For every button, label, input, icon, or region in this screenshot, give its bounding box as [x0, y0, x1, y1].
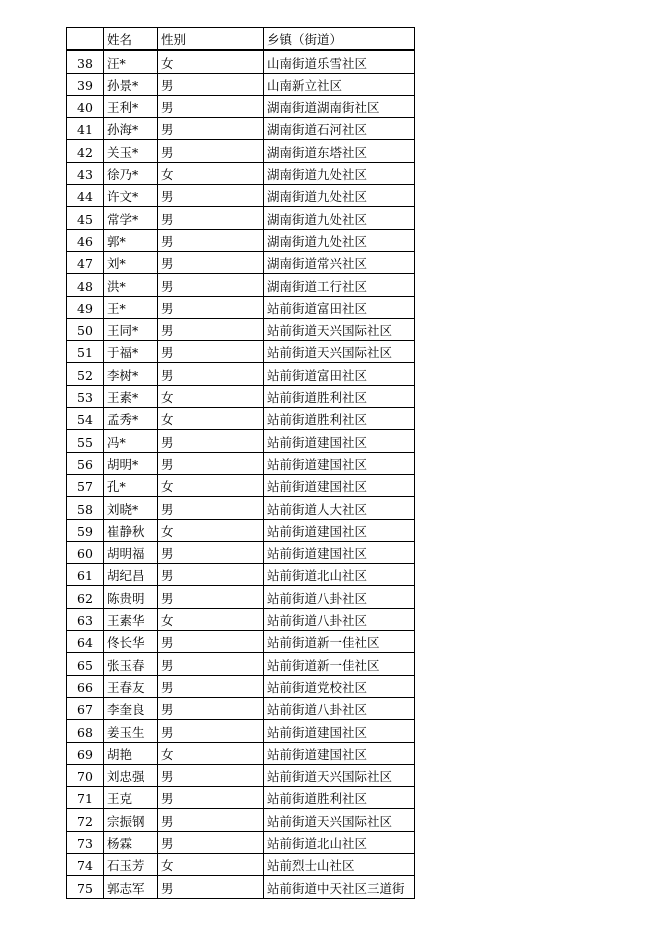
- cell-name: 张玉春: [104, 653, 158, 675]
- cell-number: 49: [67, 296, 104, 318]
- header-number: [67, 28, 104, 51]
- cell-sex: 女: [158, 162, 264, 184]
- cell-sex: 男: [158, 586, 264, 608]
- header-name: 姓名: [104, 28, 158, 51]
- table-row: [67, 497, 415, 519]
- cell-sex: 男: [158, 497, 264, 519]
- cell-name: 刘忠强: [104, 764, 158, 786]
- table-row: [67, 274, 415, 296]
- cell-town: 站前街道天兴国际社区: [264, 341, 415, 363]
- cell-name: 王同*: [104, 318, 158, 340]
- table-row: [67, 385, 415, 407]
- cell-name: 孙海*: [104, 118, 158, 140]
- cell-number: 53: [67, 385, 104, 407]
- cell-town: 湖南街道九处社区: [264, 207, 415, 229]
- cell-number: 63: [67, 608, 104, 630]
- cell-town: 湖南街道常兴社区: [264, 251, 415, 273]
- cell-number: 52: [67, 363, 104, 385]
- cell-number: 75: [67, 876, 104, 898]
- cell-town: 站前街道北山社区: [264, 564, 415, 586]
- cell-name: 李树*: [104, 363, 158, 385]
- cell-sex: 男: [158, 541, 264, 563]
- cell-number: 47: [67, 251, 104, 273]
- cell-town: 站前街道人大社区: [264, 497, 415, 519]
- cell-town: 站前街道天兴国际社区: [264, 809, 415, 831]
- table-row: [67, 564, 415, 586]
- cell-sex: 女: [158, 519, 264, 541]
- table-row: [67, 140, 415, 162]
- cell-sex: 男: [158, 185, 264, 207]
- table-row: [67, 720, 415, 742]
- cell-name: 郭*: [104, 229, 158, 251]
- cell-number: 73: [67, 831, 104, 853]
- cell-sex: 男: [158, 876, 264, 898]
- table-row: [67, 831, 415, 853]
- cell-town: 站前街道胜利社区: [264, 385, 415, 407]
- table-row: [67, 452, 415, 474]
- cell-number: 48: [67, 274, 104, 296]
- cell-sex: 男: [158, 118, 264, 140]
- table-row: [67, 474, 415, 496]
- table-row: [67, 787, 415, 809]
- cell-number: 72: [67, 809, 104, 831]
- cell-number: 69: [67, 742, 104, 764]
- table-row: [67, 296, 415, 318]
- table-row: [67, 653, 415, 675]
- cell-name: 许文*: [104, 185, 158, 207]
- cell-town: 湖南街道湖南街社区: [264, 95, 415, 117]
- cell-town: 站前街道天兴国际社区: [264, 318, 415, 340]
- cell-number: 56: [67, 452, 104, 474]
- cell-name: 郭志军: [104, 876, 158, 898]
- table-row: [67, 519, 415, 541]
- cell-name: 于福*: [104, 341, 158, 363]
- cell-town: 站前街道建国社区: [264, 720, 415, 742]
- cell-name: 姜玉生: [104, 720, 158, 742]
- cell-number: 57: [67, 474, 104, 496]
- cell-sex: 男: [158, 787, 264, 809]
- cell-sex: 男: [158, 73, 264, 95]
- cell-town: 湖南街道石河社区: [264, 118, 415, 140]
- cell-number: 67: [67, 697, 104, 719]
- table-row: [67, 118, 415, 140]
- cell-town: 湖南街道工行社区: [264, 274, 415, 296]
- cell-sex: 男: [158, 341, 264, 363]
- cell-name: 王素华: [104, 608, 158, 630]
- roster-table: [66, 27, 415, 899]
- cell-number: 43: [67, 162, 104, 184]
- cell-town: 站前街道八卦社区: [264, 586, 415, 608]
- cell-name: 孔*: [104, 474, 158, 496]
- cell-sex: 男: [158, 251, 264, 273]
- cell-town: 湖南街道九处社区: [264, 162, 415, 184]
- cell-number: 58: [67, 497, 104, 519]
- cell-name: 佟长华: [104, 631, 158, 653]
- cell-name: 王克: [104, 787, 158, 809]
- cell-sex: 男: [158, 430, 264, 452]
- cell-name: 王春友: [104, 675, 158, 697]
- cell-sex: 男: [158, 95, 264, 117]
- cell-name: 冯*: [104, 430, 158, 452]
- cell-name: 胡艳: [104, 742, 158, 764]
- cell-number: 51: [67, 341, 104, 363]
- cell-number: 38: [67, 50, 104, 73]
- cell-number: 44: [67, 185, 104, 207]
- cell-sex: 女: [158, 474, 264, 496]
- cell-sex: 男: [158, 831, 264, 853]
- cell-sex: 男: [158, 697, 264, 719]
- cell-sex: 女: [158, 50, 264, 73]
- table-row: [67, 697, 415, 719]
- cell-sex: 男: [158, 764, 264, 786]
- cell-town: 站前街道新一佳社区: [264, 631, 415, 653]
- cell-name: 徐乃*: [104, 162, 158, 184]
- cell-number: 71: [67, 787, 104, 809]
- cell-sex: 女: [158, 853, 264, 875]
- cell-name: 王素*: [104, 385, 158, 407]
- cell-number: 62: [67, 586, 104, 608]
- cell-sex: 男: [158, 296, 264, 318]
- cell-town: 站前街道天兴国际社区: [264, 764, 415, 786]
- cell-sex: 女: [158, 408, 264, 430]
- cell-name: 刘*: [104, 251, 158, 273]
- table-row: [67, 853, 415, 875]
- cell-number: 61: [67, 564, 104, 586]
- cell-name: 宗振钢: [104, 809, 158, 831]
- cell-sex: 男: [158, 720, 264, 742]
- cell-sex: 男: [158, 318, 264, 340]
- cell-sex: 男: [158, 653, 264, 675]
- cell-town: 山南街道乐雪社区: [264, 50, 415, 73]
- cell-name: 胡纪昌: [104, 564, 158, 586]
- table-row: [67, 251, 415, 273]
- cell-town: 站前街道八卦社区: [264, 608, 415, 630]
- table-row: [67, 809, 415, 831]
- cell-sex: 男: [158, 274, 264, 296]
- table-row: [67, 541, 415, 563]
- cell-town: 站前街道建国社区: [264, 519, 415, 541]
- cell-number: 55: [67, 430, 104, 452]
- cell-town: 站前街道党校社区: [264, 675, 415, 697]
- cell-town: 站前街道新一佳社区: [264, 653, 415, 675]
- cell-town: 站前烈士山社区: [264, 853, 415, 875]
- table-row: [67, 318, 415, 340]
- cell-name: 汪*: [104, 50, 158, 73]
- cell-name: 孙景*: [104, 73, 158, 95]
- table-row: [67, 207, 415, 229]
- cell-number: 39: [67, 73, 104, 95]
- table-body: [67, 50, 415, 898]
- cell-sex: 男: [158, 564, 264, 586]
- cell-name: 刘晓*: [104, 497, 158, 519]
- cell-name: 胡明福: [104, 541, 158, 563]
- table-row: [67, 742, 415, 764]
- cell-town: 站前街道建国社区: [264, 742, 415, 764]
- header-sex: 性别: [158, 28, 264, 51]
- cell-name: 关玉*: [104, 140, 158, 162]
- cell-town: 站前街道八卦社区: [264, 697, 415, 719]
- table-row: [67, 764, 415, 786]
- cell-sex: 男: [158, 229, 264, 251]
- table-row: [67, 50, 415, 73]
- cell-number: 41: [67, 118, 104, 140]
- cell-name: 孟秀*: [104, 408, 158, 430]
- table-row: [67, 631, 415, 653]
- cell-sex: 女: [158, 742, 264, 764]
- cell-sex: 男: [158, 675, 264, 697]
- table-row: [67, 430, 415, 452]
- cell-sex: 男: [158, 207, 264, 229]
- cell-number: 50: [67, 318, 104, 340]
- cell-name: 洪*: [104, 274, 158, 296]
- cell-sex: 男: [158, 140, 264, 162]
- cell-number: 46: [67, 229, 104, 251]
- cell-town: 站前街道富田社区: [264, 296, 415, 318]
- cell-name: 崔静秋: [104, 519, 158, 541]
- cell-name: 石玉芳: [104, 853, 158, 875]
- cell-town: 站前街道胜利社区: [264, 408, 415, 430]
- cell-town: 站前街道建国社区: [264, 541, 415, 563]
- table-row: [67, 341, 415, 363]
- table-row: [67, 162, 415, 184]
- cell-name: 胡明*: [104, 452, 158, 474]
- cell-number: 66: [67, 675, 104, 697]
- cell-name: 李奎良: [104, 697, 158, 719]
- cell-number: 40: [67, 95, 104, 117]
- cell-sex: 男: [158, 809, 264, 831]
- cell-town: 站前街道胜利社区: [264, 787, 415, 809]
- header-town: 乡镇（街道）: [264, 28, 415, 51]
- cell-town: 站前街道中天社区三道街: [264, 876, 415, 898]
- cell-number: 60: [67, 541, 104, 563]
- table-row: [67, 185, 415, 207]
- table-row: [67, 586, 415, 608]
- cell-number: 65: [67, 653, 104, 675]
- header-row: [67, 28, 415, 51]
- cell-number: 68: [67, 720, 104, 742]
- cell-town: 站前街道建国社区: [264, 474, 415, 496]
- cell-number: 54: [67, 408, 104, 430]
- table-row: [67, 363, 415, 385]
- table-row: [67, 608, 415, 630]
- cell-town: 站前街道建国社区: [264, 430, 415, 452]
- cell-town: 站前街道北山社区: [264, 831, 415, 853]
- cell-number: 42: [67, 140, 104, 162]
- cell-name: 王利*: [104, 95, 158, 117]
- cell-sex: 女: [158, 385, 264, 407]
- cell-name: 杨霖: [104, 831, 158, 853]
- table-row: [67, 408, 415, 430]
- cell-number: 64: [67, 631, 104, 653]
- cell-number: 59: [67, 519, 104, 541]
- cell-sex: 男: [158, 631, 264, 653]
- cell-sex: 女: [158, 608, 264, 630]
- cell-name: 常学*: [104, 207, 158, 229]
- cell-sex: 男: [158, 452, 264, 474]
- cell-town: 山南新立社区: [264, 73, 415, 95]
- cell-town: 湖南街道东塔社区: [264, 140, 415, 162]
- cell-town: 站前街道富田社区: [264, 363, 415, 385]
- table-row: [67, 675, 415, 697]
- table-row: [67, 73, 415, 95]
- cell-number: 70: [67, 764, 104, 786]
- table-row: [67, 229, 415, 251]
- cell-town: 站前街道建国社区: [264, 452, 415, 474]
- cell-name: 陈贵明: [104, 586, 158, 608]
- cell-town: 湖南街道九处社区: [264, 185, 415, 207]
- cell-name: 王*: [104, 296, 158, 318]
- table-row: [67, 95, 415, 117]
- cell-town: 湖南街道九处社区: [264, 229, 415, 251]
- cell-sex: 男: [158, 363, 264, 385]
- cell-number: 74: [67, 853, 104, 875]
- table-row: [67, 876, 415, 898]
- cell-number: 45: [67, 207, 104, 229]
